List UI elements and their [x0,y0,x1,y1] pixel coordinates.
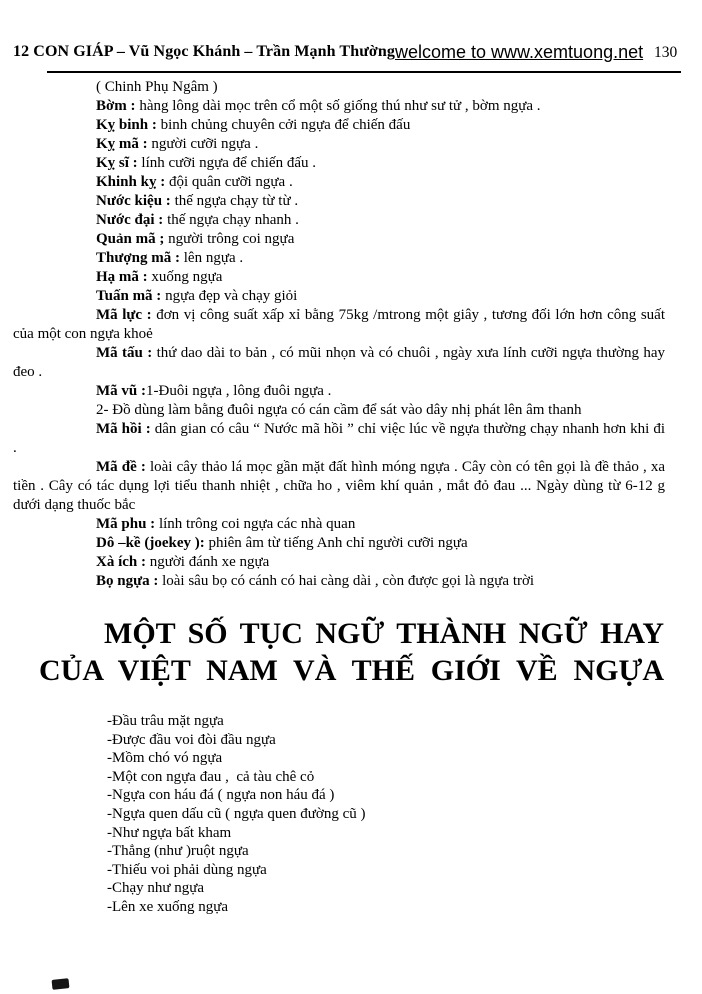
glossary-definition: loài sâu bọ có cánh có hai càng dài , còn được gọi là ngựa trời [158,573,535,589]
glossary-definition: xuống ngựa [147,269,223,285]
glossary-entry [13,382,665,401]
glossary-term: Mã hồi : [96,421,151,437]
glossary-term: Kỵ sĩ : [96,155,138,171]
idiom-item: -Thiếu voi phải dùng ngựa [107,861,267,878]
glossary-definition: người trông coi ngựa [164,231,295,247]
idiom-item: -Lên xe xuống ngựa [107,898,229,915]
scan-artifact [52,978,70,990]
glossary-entry [13,515,665,534]
glossary-definition: người đánh xe ngựa [146,554,270,570]
idiom-item: -Đầu trâu mặt ngựa [107,713,224,729]
section-heading-line2: CỦA VIỆT NAM VÀ THẾ GIỚI VỀ NGỰA [39,654,664,687]
glossary-term: Mã phu : [96,516,156,532]
glossary-entry [13,553,665,572]
glossary-definition: lên ngựa . [180,250,244,266]
glossary-entry [13,135,665,154]
glossary-definition: đội quân cưỡi ngựa . [165,174,293,190]
glossary-entry [13,116,665,135]
glossary-definition: binh chủng chuyên cởi ngựa để chiến đấu [156,117,411,133]
glossary-definition: ngựa đẹp và chạy giỏi [161,288,298,304]
page-header [13,42,678,67]
glossary-term: Xà ích : [96,554,146,570]
source-note: ( Chinh Phụ Ngâm ) [96,79,218,95]
glossary-entry [13,458,665,515]
glossary-entry [13,249,665,268]
glossary-entry [13,154,665,173]
glossary-definition: loài cây thảo lá mọc gần mặt đất hình móng ngựa . Cây còn có tên gọi là đề thảo , xa tiền . Cây có tác dụng lợi tiểu thanh nhiệt , chữa ho , viêm khí quản , mắt đỏ đau ... Ngày dùng từ 6-12 g dưới dạng thuốc bắc [13,459,665,513]
glossary-entry [13,306,665,344]
glossary-entry [13,420,665,458]
glossary-entry [13,173,665,192]
glossary-term: Mã lực : [96,307,152,323]
glossary-term: Thượng mã : [96,250,180,266]
glossary-entry [13,401,665,420]
glossary-term: Bờm : [96,98,136,114]
glossary-definition: thứ dao dài to bản , có mũi nhọn và có chuôi , ngày xưa lính cưỡi ngựa thường hay đeo . [13,345,665,380]
glossary-term: Kỵ mã : [96,136,148,152]
glossary-definition: hàng lông dài mọc trên cổ một số giống thú như sư tử , bờm ngựa . [135,98,541,114]
idiom-list [13,712,665,917]
idiom-item: -Được đầu voi đòi đầu ngựa [107,731,276,748]
glossary-term: Nước kiệu : [96,193,171,209]
glossary-term: Hạ mã : [96,269,148,285]
glossary-definition: lính cưỡi ngựa để chiến đấu . [137,155,316,171]
glossary-term: Mã vũ : [96,383,146,399]
glossary-term: Tuấn mã : [96,288,162,304]
glossary-entry [13,230,665,249]
website-link[interactable]: welcome to www.xemtuong.net [395,42,644,62]
glossary-definition: đơn vị công suất xấp xỉ bằng 75kg /mtrong một giây , tương đối lớn hơn công suất của một con ngựa khoẻ [13,307,665,342]
idiom-item: -Ngựa con háu đá ( ngựa non háu đá ) [107,787,335,804]
idiom-item: -Mồm chó vó ngựa [107,750,223,767]
section-heading-line1: MỘT SỐ TỤC NGỮ THÀNH NGỮ HAY [104,617,664,650]
glossary-entry [13,268,665,287]
idiom-item: -Một con ngựa đau , cả tàu chê cỏ [107,768,315,785]
glossary-entry [13,97,665,116]
glossary-entry [13,192,665,211]
glossary-term: Kỵ binh : [96,117,157,133]
glossary-definition: thế ngựa chạy nhanh . [163,212,299,228]
book-title: 12 CON GIÁP – Vũ Ngọc Khánh – Trần Mạnh Thường [13,43,395,60]
idiom-item: -Như ngựa bất kham [107,824,232,841]
glossary-definition: dân gian có câu “ Nước mã hồi ” chỉ việc lúc về ngựa thường chạy nhanh hơn khi đi . [13,421,665,456]
glossary-term: Mã tấu : [96,345,153,361]
idiom-item: -Ngựa quen dấu cũ ( ngựa quen đường cũ ) [107,805,366,822]
page-number: 130 [654,44,678,61]
glossary-definition: lính trông coi ngựa các nhà quan [155,516,356,532]
section-heading [39,615,664,689]
glossary-entry [13,211,665,230]
glossary-term: Bọ ngựa : [96,573,159,589]
glossary-definition: phiên âm từ tiếng Anh chỉ người cưỡi ngựa [204,535,468,551]
glossary-entry [13,534,665,553]
idiom-item: -Chạy như ngựa [107,880,205,897]
glossary-entry [13,572,665,591]
glossary-section [13,78,665,591]
glossary-term: Nước đại : [96,212,164,228]
glossary-definition: thế ngựa chạy từ từ . [170,193,299,209]
glossary-definition: 1-Đuôi ngựa , lông đuôi ngựa . [146,383,332,399]
header-divider [47,71,681,73]
glossary-definition: người cưỡi ngựa . [147,136,259,152]
idiom-item: -Thẳng (như )ruột ngựa [107,843,249,860]
glossary-entry [13,344,665,382]
glossary-term: Khinh kỵ : [96,174,166,190]
glossary-term: Mã đề : [96,459,146,475]
glossary-entry [13,287,665,306]
glossary-term: Dô –kề (joekey ): [96,535,205,551]
glossary-term: Quản mã ; [96,231,165,247]
glossary-definition: 2- Đồ dùng làm bằng đuôi ngựa có cán cầm để sát vào dây nhị phát lên âm thanh [96,402,582,418]
